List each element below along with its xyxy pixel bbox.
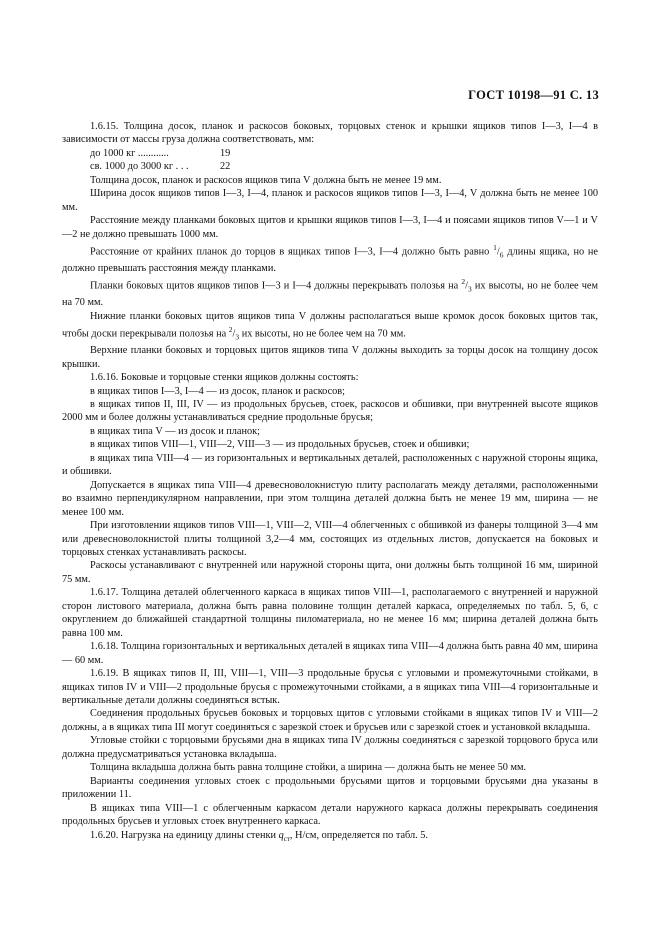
- paragraph: Толщина досок, планок и раскосов ящиков типа V должна быть не менее 19 мм.: [90, 174, 442, 186]
- paragraph: Допускается в ящиках типа VIII—4 древесноволокнистую плиту располагать между деталями, расположенными во взаимно перпендикулярном направлении, при этом толщина деталей должна быть не менее 19 мм, ширина — не менее 100 мм.: [62, 479, 598, 518]
- paragraph: Планки боковых щитов ящиков типов I—3 и I—4 должны перекрывать полозья на $^2/_3$ их высоты, но не более чем на 70 мм.: [62, 277, 599, 309]
- paragraph: 1.6.16. Боковые и торцовые стенки ящиков должны состоять:: [90, 372, 359, 384]
- paragraph: Ширина досок ящиков типов I—3, I—4, планок и раскосов ящиков типов I—3, I—4, V должна быть не менее 100 мм.: [62, 188, 598, 213]
- paragraph: в ящиках типов VIII—1, VIII—2, VIII—3 — из продольных брусьев, стоек и обшивки;: [90, 439, 470, 451]
- paragraph: Соединения продольных брусьев боковых и торцовых щитов с угловыми стойками в ящиках типов IV и VIII—2 должны, а в ящиках типа III могут соединяться с зарезкой стоек и брусьев или с зарезкой стоек и установкой вкладыша.: [62, 708, 598, 733]
- paragraph: в ящиках типа VIII—4 — из горизонтальных и вертикальных деталей, расположенных с наружной стороны ящика, и обшивки.: [62, 452, 598, 478]
- paragraph: 1.6.19. В ящиках типов II, III, VIII—1, VIII—3 продольные брусья с угловыми и промежуточными стойками, в ящиках типов IV и VIII—2 продольные брусья с промежуточными стойками, а в ящиках типа VIII—4 горизонтальные и вертикальные детали должны соединяться встык.: [62, 668, 598, 706]
- paragraph: 1.6.18. Толщина горизонтальных и вертикальных деталей в ящиках типа VIII—4 должна быть равна 40 мм, ширина — 60 мм.: [62, 641, 598, 666]
- paragraph: Варианты соединения угловых стоек с продольными брусьями щитов и торцовыми брусьями дна указаны в приложении 11.: [62, 775, 598, 801]
- mass-row: [90, 160, 598, 173]
- paragraph: В ящиках типа VIII—1 с облегченным каркасом детали наружного каркаса должны перекрывать соединения продольных брусьев и угловых стоек внутреннего каркаса.: [62, 802, 598, 828]
- paragraph: в ящиках типа V — из досок и планок;: [90, 425, 261, 437]
- paragraph: Толщина вкладыша должна быть равна толщине стойки, а ширина — должна быть не менее 50 мм.: [90, 762, 527, 774]
- paragraph: 1.6.15. Толщина досок, планок и раскосов боковых, торцовых стенок и крышки ящиков типов I—3, I—4 в зависимости от массы груза должна соответствовать, мм:: [62, 121, 598, 146]
- paragraph: 1.6.20. Нагрузка на единицу длины стенки $q_{ст}$, Н/см, определяется по табл. 5.: [90, 829, 429, 843]
- mass-value: 22: [220, 161, 231, 173]
- paragraph: Верхние планки боковых и торцовых щитов ящиков типа V должны выходить за торцы досок на толщину досок крышки.: [62, 345, 598, 370]
- paragraph: в ящиках типов II, III, IV — из продольных брусьев, стоек, раскосов и обшивки, при внутренней высоте ящиков 2000 мм и более должны устанавливаться средние продольные брусья;: [62, 399, 598, 424]
- paragraph: Угловые стойки с торцовыми брусьями дна в ящиках типа IV должны соединяться с зарезкой торцового бруса или должна предусматриваться установка вкладыша.: [62, 735, 598, 760]
- paragraph: Расстояние между планками боковых щитов и крышки ящиков типов I—3, I—4 и поясами ящиков типов V—1 и V—2 не должно превышать 1000 мм.: [62, 215, 598, 240]
- paragraph: Раскосы устанавливают с внутренней или наружной стороны щита, они должны быть толщиной 16 мм, шириной 75 мм.: [62, 560, 598, 585]
- paragraph: 1.6.17. Толщина деталей облегченного каркаса в ящиках типов VIII—1, располагаемого с внутренней и наружной сторон листового материала, должна быть равна половине толщин деталей каркаса, определяемых по табл. 5, 6, с округлением до ближайшей стандартной толщины пиломатериала, но не менее 16 мм; ширина деталей должна быть равна 100 мм.: [62, 587, 598, 639]
- paragraph: в ящиках типов I—3, I—4 — из досок, планок и раскосов;: [90, 385, 346, 397]
- mass-label: св. 1000 до 3000 кг . . .: [90, 161, 189, 173]
- paragraph: Нижние планки боковых щитов ящиков типа V должны располагаться выше кромок досок боковых щитов так, чтобы доски перекрывали полозья на $^2/_3$ их высоты, но не более чем на 70 мм.: [62, 310, 598, 342]
- page-header: ГОСТ 10198—91 С. 13: [468, 88, 599, 102]
- paragraph: Расстояние от крайних планок до торцов в ящиках типов I—3, I—4 должно быть равно $^1/_6$ длины ящика, но не должно превышать расстояния между планками.: [62, 243, 599, 274]
- paragraph: При изготовлении ящиков типов VIII—1, VIII—2, VIII—4 облегченных с обшивкой из фанеры толщиной 3—4 мм или древесноволокнистой плиты толщиной 3,2—4 мм, состоящих из отдельных листов, допускается на боковых и торцовых стенках устанавливать раскосы.: [62, 520, 598, 558]
- mass-value: 19: [220, 147, 231, 159]
- mass-label: до 1000 кг ............: [90, 147, 169, 159]
- mass-row: [90, 147, 598, 160]
- document-body: [62, 120, 598, 846]
